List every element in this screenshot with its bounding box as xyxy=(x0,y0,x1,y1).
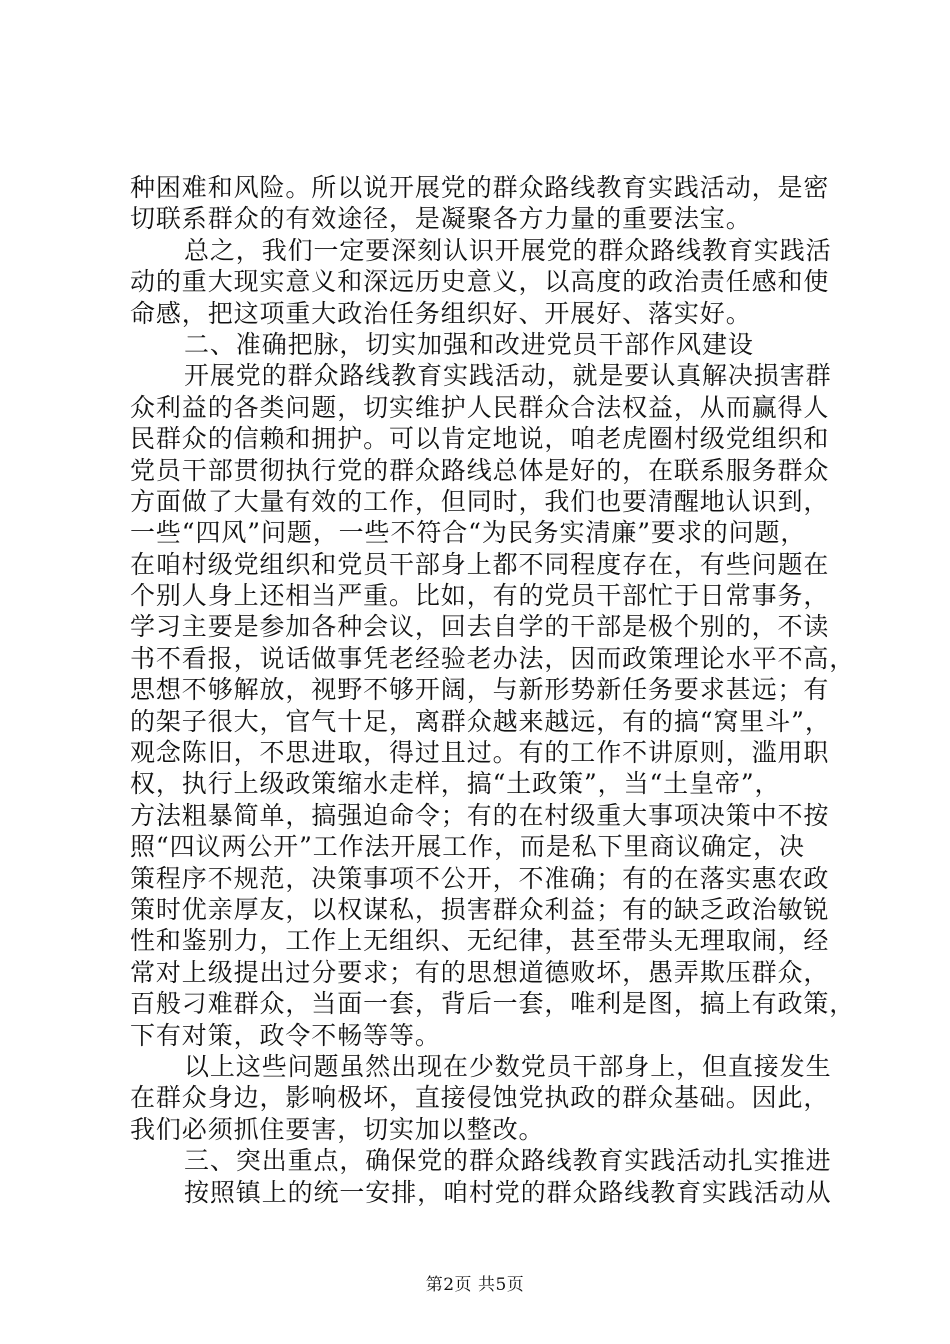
text-line: 性和鉴别力，工作上无组织、无纪律，甚至带头无理取闹，经 xyxy=(130,926,830,956)
body-text xyxy=(130,172,856,1208)
text-line: 动的重大现实意义和深远历史意义，以高度的政治责任感和使 xyxy=(130,267,830,297)
section-heading: 三、突出重点，确保党的群众路线教育实践活动扎实推进 xyxy=(184,1146,832,1176)
text-line: 按照镇上的统一安排，咱村党的群众路线教育实践活动从 xyxy=(184,1177,832,1207)
text-line: 民群众的信赖和拥护。可以肯定地说，咱老虎圈村级党组织和 xyxy=(130,424,830,454)
text-line: 常对上级提出过分要求；有的思想道德败坏，愚弄欺压群众， xyxy=(130,957,830,987)
text-line: 照“四议两公开”工作法开展工作，而是私下里商议确定，决 xyxy=(130,832,805,862)
text-line: 百般刁难群众，当面一套，背后一套，唯利是图，搞上有政策， xyxy=(130,989,856,1019)
text-line: 思想不够解放，视野不够开阔，与新形势新任务要求甚远；有 xyxy=(130,675,830,705)
text-line: 下有对策，政令不畅等等。 xyxy=(130,1020,441,1050)
page-number-label: 第2页 共5页 xyxy=(425,1275,525,1295)
text-line: 党员干部贯彻执行党的群众路线总体是好的，在联系服务群众 xyxy=(130,455,830,485)
text-line: 在咱村级党组织和党员干部身上都不同程度存在，有些问题在 xyxy=(130,549,830,579)
page-footer xyxy=(0,1270,950,1295)
text-line: 在群众身边，影响极坏，直接侵蚀党执政的群众基础。因此， xyxy=(130,1083,830,1113)
text-line: 总之，我们一定要深刻认识开展党的群众路线教育实践活 xyxy=(184,235,832,265)
text-line: 众利益的各类问题，切实维护人民群众合法权益，从而赢得人 xyxy=(130,392,830,422)
text-line: 以上这些问题虽然出现在少数党员干部身上，但直接发生 xyxy=(184,1051,832,1081)
text-line: 策程序不规范，决策事项不公开，不准确；有的在落实惠农政 xyxy=(130,863,830,893)
text-line: 权，执行上级政策缩水走样，搞“土政策”，当“土皇帝”， xyxy=(130,769,781,799)
text-line: 切联系群众的有效途径，是凝聚各方力量的重要法宝。 xyxy=(130,204,752,234)
text-line: 一些“四风”问题，一些不符合“为民务实清廉”要求的问题， xyxy=(130,518,807,548)
text-line: 的架子很大，官气十足，离群众越来越远，有的搞“窝里斗”， xyxy=(130,706,831,736)
text-line: 命感，把这项重大政治任务组织好、开展好、落实好。 xyxy=(130,298,752,328)
text-line: 种困难和风险。所以说开展党的群众路线教育实践活动，是密 xyxy=(130,173,830,202)
text-line: 策时优亲厚友，以权谋私，损害群众利益；有的缺乏政治敏锐 xyxy=(130,894,830,924)
text-line: 我们必须抓住要害，切实加以整改。 xyxy=(130,1114,545,1144)
text-line: 学习主要是参加各种会议，回去自学的干部是极个别的，不读 xyxy=(130,612,830,642)
text-line: 开展党的群众路线教育实践活动，就是要认真解决损害群 xyxy=(184,361,832,391)
text-line: 书不看报，说话做事凭老经验老办法，因而政策理论水平不高， xyxy=(130,643,856,673)
text-line: 方面做了大量有效的工作，但同时，我们也要清醒地认识到， xyxy=(130,486,830,516)
text-line: 观念陈旧，不思进取，得过且过。有的工作不讲原则，滥用职 xyxy=(130,738,830,768)
text-line: 方法粗暴简单，搞强迫命令；有的在村级重大事项决策中不按 xyxy=(130,800,830,830)
text-line: 个别人身上还相当严重。比如，有的党员干部忙于日常事务， xyxy=(130,581,830,611)
section-heading: 二、准确把脉，切实加强和改进党员干部作风建设 xyxy=(184,329,754,359)
